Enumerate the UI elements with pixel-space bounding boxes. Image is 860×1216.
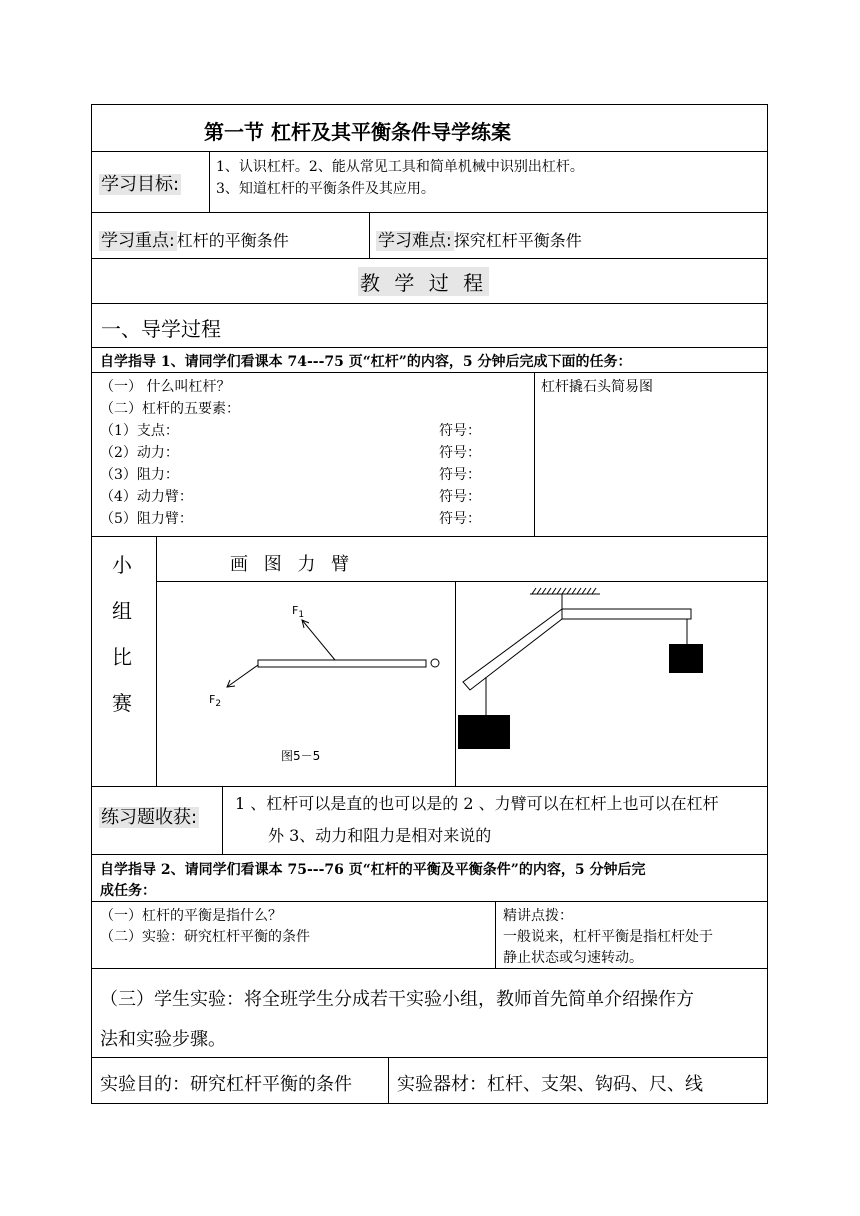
worksheet-table (91, 104, 768, 1104)
f2-label: $F_2$ (209, 693, 222, 709)
figure-caption: 图5－5 (281, 749, 321, 763)
process-heading: 教 学 过 程 (358, 267, 489, 296)
element-symbol: 符号： (439, 511, 481, 527)
guide2-line-2: 成任务： (100, 883, 156, 899)
element-symbol: 符号： (439, 467, 481, 483)
harvest-row (91, 786, 768, 854)
question-what-is-lever: （一） 什么叫杠杆？ (100, 379, 231, 395)
experiment-equipment: 实验器材：杠杆、支架、钩码、尺、线 (397, 1074, 703, 1095)
right-weight (669, 644, 703, 673)
key-point-value: 杠杆的平衡条件 (176, 231, 289, 250)
lever-force-figure (157, 582, 455, 786)
element-symbol: 符号： (439, 423, 481, 439)
experiment-row (91, 1057, 768, 1104)
key-point-label: 学习重点: (101, 231, 175, 251)
ceiling-hatch (532, 588, 596, 594)
process-heading-row (91, 258, 768, 303)
element-label: （5）阻力臂： (100, 511, 193, 527)
question-balance: （一）杠杆的平衡是指什么？ (100, 908, 282, 924)
student-experiment-line-2: 法和实验步骤。 (100, 1029, 226, 1050)
section1-row (91, 303, 768, 347)
pivot-circle (431, 659, 439, 667)
difficulty (376, 226, 582, 251)
group-char: 比 (112, 645, 132, 669)
harvest-line-1: 1 、杠杆可以是直的也可以是的 2 、力臂可以在杠杆上也可以在杠杆 (235, 794, 719, 813)
student-experiment-line-1: （三）学生实验：将全班学生分成若干实验小组，教师首先简单介绍操作方 (100, 989, 694, 1010)
tip-title: 精讲点拨： (503, 908, 573, 924)
page-title: 第一节 杠杆及其平衡条件导学练案 (204, 120, 511, 144)
left-weight (458, 715, 510, 749)
diagram-caption: 杠杆撬石头简易图 (541, 379, 653, 395)
lever-horizontal-arm (562, 609, 691, 619)
element-label: （3）阻力： (100, 467, 179, 483)
f1-arrow (302, 620, 335, 660)
lever-bar (258, 660, 426, 667)
balance-row (91, 901, 768, 968)
element-symbol: 符号： (439, 489, 481, 505)
guide1-row (91, 347, 768, 372)
section1-heading: 一、导学过程 (101, 317, 221, 341)
element-label: （4）动力臂： (100, 489, 193, 505)
difficulty-value: 探究杠杆平衡条件 (453, 231, 582, 250)
element-label: （2）动力： (100, 445, 179, 461)
keypoint-row (91, 212, 768, 258)
objectives-line-2: 3、知道杠杆的平衡条件及其应用。 (216, 181, 435, 197)
element-symbol: 符号： (439, 445, 481, 461)
tip-line-2: 静止状态或匀速转动。 (503, 950, 643, 966)
difficulty-label: 学习难点: (378, 231, 452, 251)
group-char: 组 (112, 599, 132, 623)
question-five-elements: （二）杠杆的五要素： (100, 401, 240, 417)
student-experiment-row (91, 968, 768, 1057)
questions-row (91, 372, 768, 536)
title-row (91, 104, 768, 151)
harvest-label: 练习题收获: (101, 807, 198, 828)
objectives-line-1: 1、认识杠杆。2、能从常见工具和简单机械中识别出杠杆。 (216, 159, 584, 175)
f2-arrow (227, 665, 258, 687)
group-char: 赛 (112, 691, 132, 715)
experiment-purpose: 实验目的：研究杠杆平衡的条件 (100, 1074, 352, 1095)
harvest-line-2: 外 3、动力和阻力是相对来说的 (268, 826, 492, 845)
lever-diagonal-arm (463, 609, 562, 690)
question-experiment: （二）实验：研究杠杆平衡的条件 (100, 929, 310, 945)
draw-heading: 画 图 力 臂 (230, 554, 355, 575)
group-competition-row (91, 536, 768, 786)
key-point (99, 226, 289, 251)
tip-line-1: 一般说来，杠杆平衡是指杠杆处于 (503, 929, 713, 945)
element-label: （1）支点： (100, 423, 179, 439)
guide1-text: 自学指导 1、请同学们看课本 74---75 页“杠杆”的内容，5 分钟后完成下面的任务： (100, 354, 632, 370)
guide2-row (91, 854, 768, 901)
group-char: 小 (112, 553, 132, 577)
objectives-row (91, 151, 768, 212)
bent-lever-figure (456, 582, 768, 786)
guide2-line-1: 自学指导 2、请同学们看课本 75---76 页“杠杆的平衡及平衡条件”的内容，5 分钟后完 (100, 862, 646, 878)
f1-label: $F_1$ (292, 604, 305, 620)
objectives-label: 学习目标: (101, 174, 180, 195)
